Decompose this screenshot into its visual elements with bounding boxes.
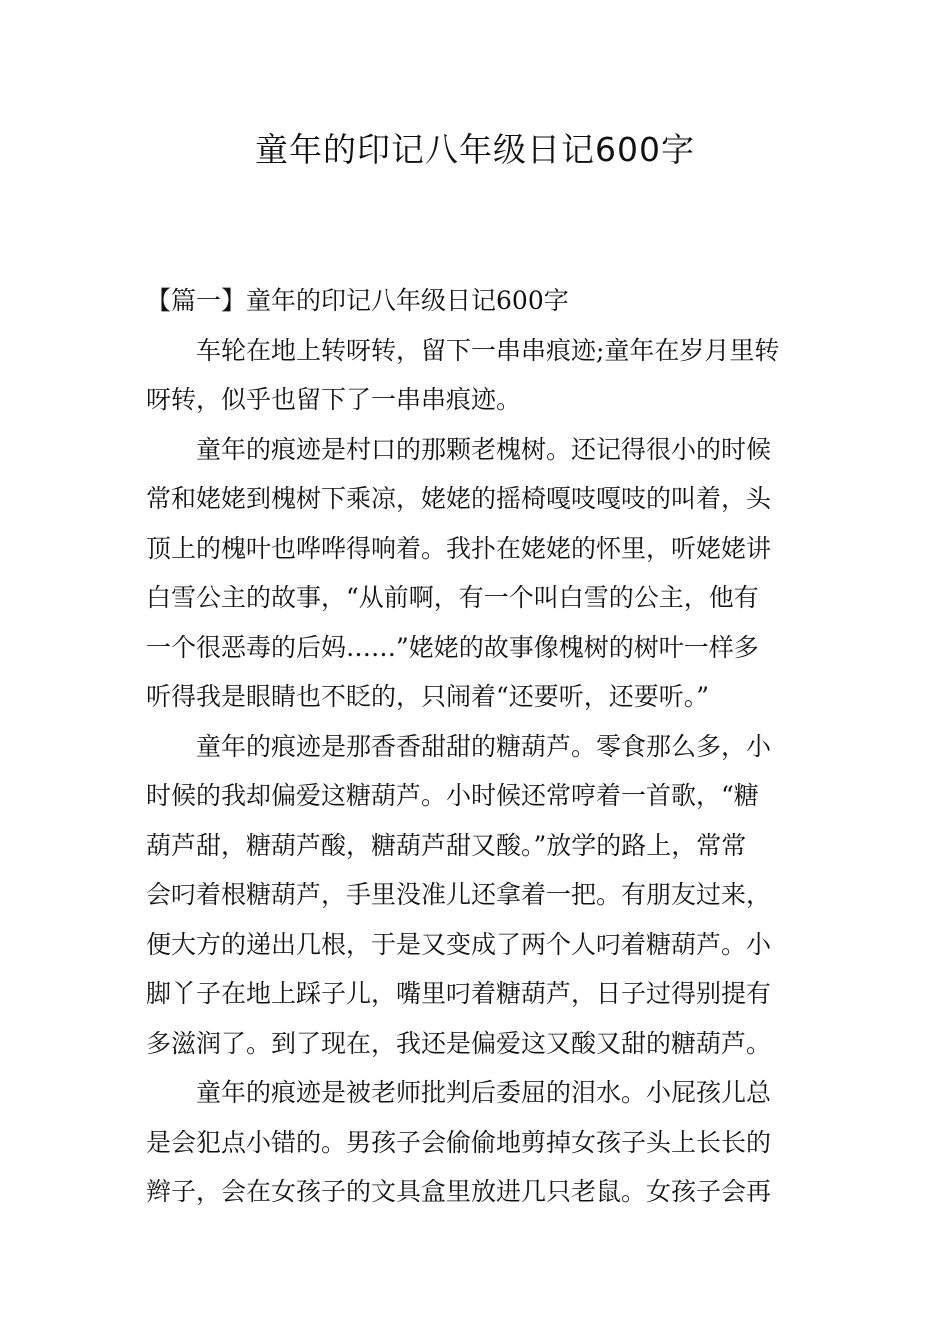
- paragraph-line: 童年的痕迹是那香香甜甜的糖葫芦。零食那么多，小: [196, 731, 772, 761]
- paragraph-4: [146, 1068, 806, 1217]
- paragraph-line: 车轮在地上转呀转，留下一串串痕迹;童年在岁月里转: [196, 335, 780, 365]
- paragraph-2: [146, 425, 806, 722]
- paragraph-line: 时候的我却偏爱这糖葫芦。小时候还常哼着一首歌，“糖: [146, 781, 759, 810]
- paragraph-line: 一个很恶毒的后妈……”姥姥的故事像槐树的树叶一样多: [146, 632, 759, 662]
- paragraph-line: 白雪公主的故事，“从前啊，有一个叫白雪的公主，他有: [146, 583, 759, 612]
- paragraph-line: 便大方的递出几根，于是又变成了两个人叼着糖葫芦。小: [146, 929, 772, 959]
- paragraph-line: 常和姥姥到槐树下乘凉，姥姥的摇椅嘎吱嘎吱的叫着，头: [146, 484, 772, 513]
- section-heading: 【篇一】童年的印记八年级日记600字: [146, 286, 569, 315]
- document-title: 童年的印记八年级日记600字: [255, 130, 695, 169]
- paragraph-line: 呀转，似乎也留下了一串串痕迹。: [146, 385, 522, 414]
- paragraph-3: [146, 722, 806, 1069]
- paragraph-line: 脚丫子在地上踩子儿，嘴里叼着糖葫芦，日子过得别提有: [146, 979, 772, 1008]
- paragraph-line: 听得我是眼睛也不眨的，只闹着“还要听，还要听。”: [146, 682, 710, 711]
- paragraph-line: 多滋润了。到了现在，我还是偏爱这又酸又甜的糖葫芦。: [146, 1028, 772, 1058]
- paragraph-line: 会叼着根糖葫芦，手里没准儿还拿着一把。有朋友过来，: [146, 880, 772, 909]
- document-body: [146, 276, 806, 1217]
- paragraph-line: 葫芦甜，糖葫芦酸，糖葫芦甜又酸。”放学的路上，常常: [146, 830, 747, 860]
- paragraph-line: 辫子，会在女孩子的文具盒里放进几只老鼠。女孩子会再: [146, 1177, 772, 1206]
- paragraph-line: 童年的痕迹是村口的那颗老槐树。还记得很小的时候: [196, 434, 772, 464]
- paragraph-1: [146, 326, 806, 425]
- paragraph-line: 顶上的槐叶也哗哗得响着。我扑在姥姥的怀里，听姥姥讲: [146, 533, 772, 563]
- paragraph-line: 童年的痕迹是被老师批判后委屈的泪水。小屁孩儿总: [196, 1078, 772, 1107]
- paragraph-line: 是会犯点小错的。男孩子会偷偷地剪掉女孩子头上长长的: [146, 1127, 772, 1157]
